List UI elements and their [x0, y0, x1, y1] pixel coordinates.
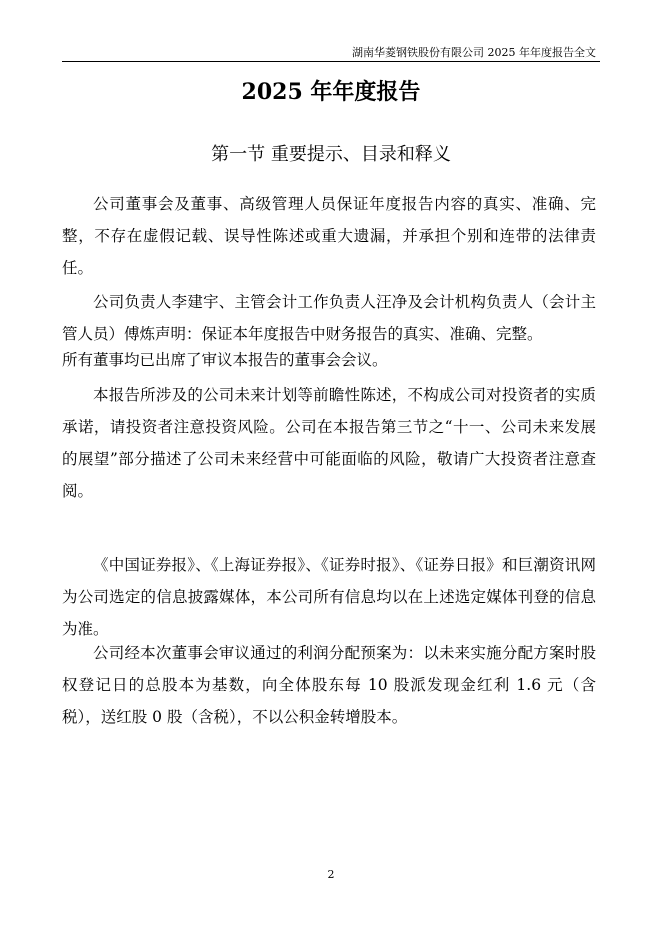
document-title: 2025 年年度报告	[241, 79, 421, 105]
running-header: 湖南华菱钢铁股份有限公司 2025 年年度报告全文	[352, 46, 596, 59]
paragraph-board-guarantee: 公司董事会及董事、高级管理人员保证年度报告内容的真实、准确、完整，不存在虚假记载、误导性陈述或重大遗漏，并承担个别和连带的法律责任。	[62, 195, 596, 277]
paragraph-directors-attendance: 所有董事均已出席了审议本报告的董事会会议。	[62, 351, 388, 369]
header-divider	[62, 61, 600, 62]
paragraph-forward-looking: 本报告所涉及的公司未来计划等前瞻性陈述，不构成公司对投资者的实质承诺，请投资者注意投资风险。公司在本报告第三节之“十一、公司未来发展的展望”部分描述了公司未来经营中可能面临的风险，敬请广大投资者注意查阅。	[62, 386, 596, 500]
paragraph-officers-statement: 公司负责人李建宇、主管会计工作负责人汪净及会计机构负责人（会计主管人员）傅炼声明：保证本年度报告中财务报告的真实、准确、完整。	[62, 293, 596, 343]
paragraph-disclosure-media: 《中国证券报》、《上海证券报》、《证券时报》、《证券日报》和巨潮资讯网为公司选定的信息披露媒体，本公司所有信息均以在上述选定媒体刊登的信息为准。	[62, 556, 596, 638]
page-number: 2	[327, 868, 335, 881]
paragraph-profit-distribution: 公司经本次董事会审议通过的利润分配预案为：以未来实施分配方案时股权登记日的总股本为基数，向全体股东每 10 股派发现金红利 1.6 元（含税），送红股 0 股（含税），不以公积金转增股本。	[62, 644, 596, 726]
section-title: 第一节 重要提示、目录和释义	[211, 144, 451, 165]
